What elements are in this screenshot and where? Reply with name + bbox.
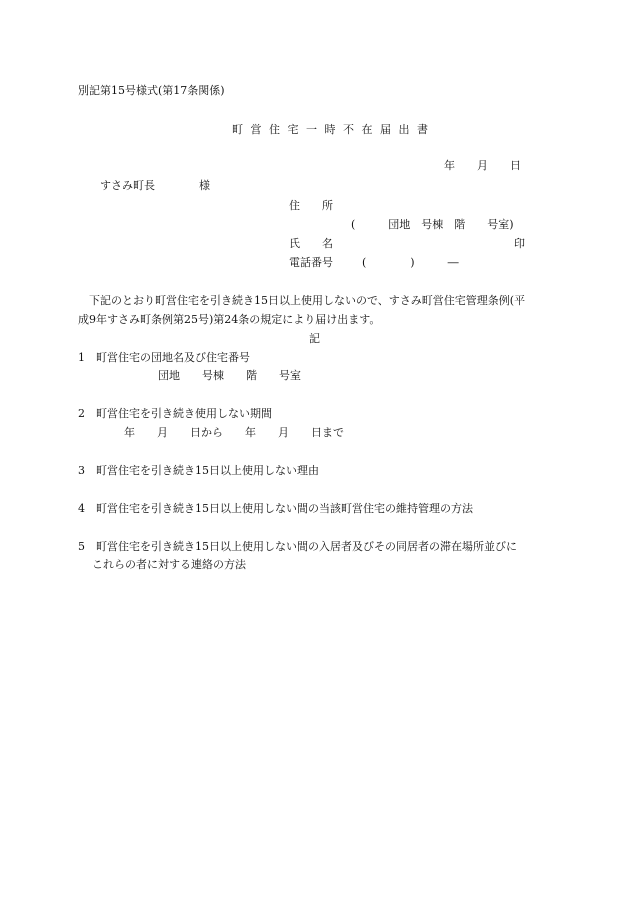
addressee: すさみ町長 様 <box>100 179 210 192</box>
address-label: 住 所 <box>289 199 333 212</box>
form-title: 町 営 住 宅 一 時 不 在 届 出 書 <box>232 123 430 136</box>
item-2-label: 2 町営住宅を引き続き使用しない期間 <box>78 407 272 420</box>
body-text-line-1: 下記のとおり町営住宅を引き続き15日以上使用しないので、すさみ町営住宅管理条例(平 <box>78 294 526 307</box>
item-3-label: 3 町営住宅を引き続き15日以上使用しない理由 <box>78 464 319 477</box>
item-1-label: 1 町営住宅の団地名及び住宅番号 <box>78 351 250 364</box>
ki-marker: 記 <box>309 332 320 345</box>
item-1-detail: 団地 号棟 階 号室 <box>158 369 301 382</box>
seal-mark: 印 <box>514 237 525 250</box>
form-header-note: 別記第15号様式(第17条関係) <box>78 84 225 97</box>
phone-paren: ( ) ― <box>362 256 459 269</box>
phone-label: 電話番号 <box>289 256 333 269</box>
item-4-label: 4 町営住宅を引き続き15日以上使用しない間の当該町営住宅の維持管理の方法 <box>78 502 473 515</box>
body-text-line-2: 成9年すさみ町条例第25号)第24条の規定により届け出ます。 <box>78 313 381 326</box>
item-5-label: 5 町営住宅を引き続き15日以上使用しない間の入居者及びその同居者の滞在場所並びに <box>78 540 517 553</box>
item-5-label-continued: これらの者に対する連絡の方法 <box>92 558 246 571</box>
item-2-detail: 年 月 日から 年 月 日まで <box>124 426 344 439</box>
date-line: 年 月 日 <box>444 159 521 172</box>
name-label: 氏 名 <box>289 237 333 250</box>
unit-line: ( 団地 号棟 階 号室) <box>351 218 514 231</box>
